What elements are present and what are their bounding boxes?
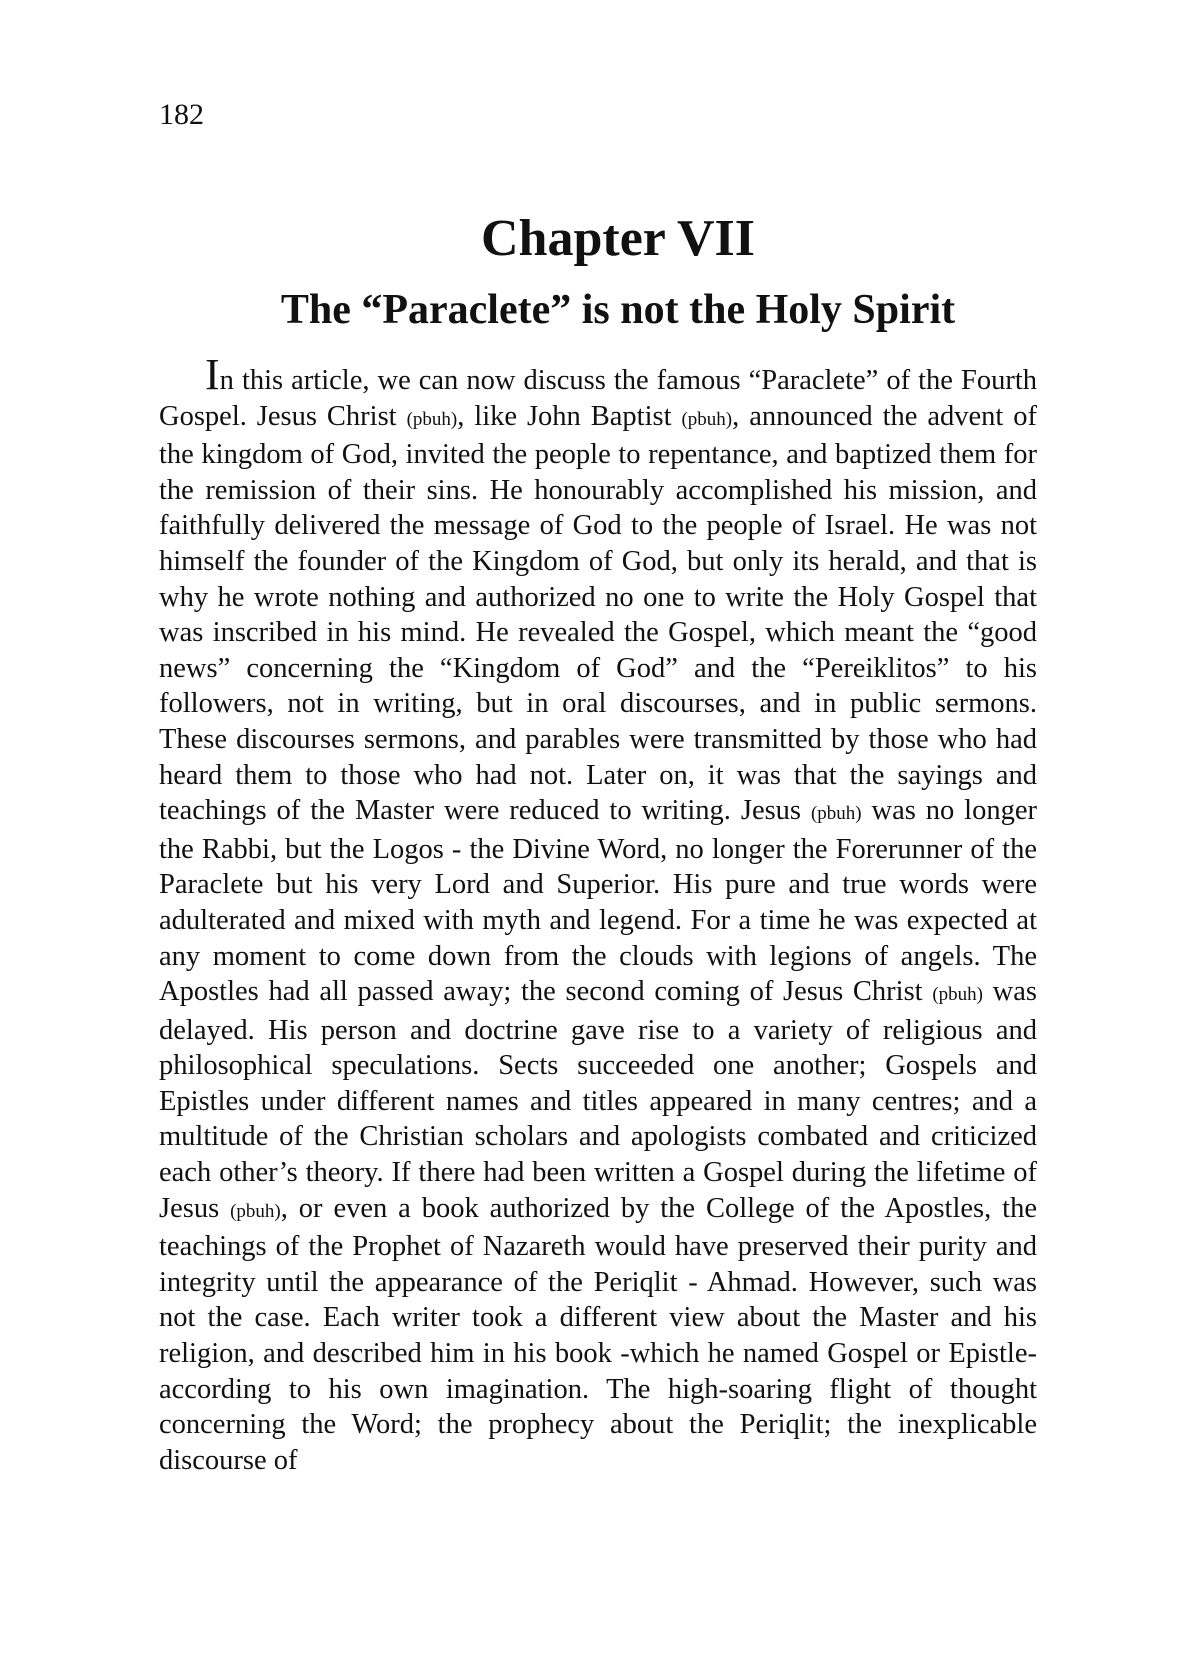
honorific: (pbuh) [406,408,458,430]
text-segment: n this article, we can now discuss the famous “Paraclete” of the Fourth Gospel. Jesus Christ [159,365,1037,432]
text-segment: , like John Baptist [457,400,682,432]
text-segment: was no longer the Rabbi, but the Logos - the Divine Word, no longer the Forerunner of the Paraclete but his very Lord and Superior. His pure and true words were adulterated and mixed with myth and legend. For a time he was expected at any moment to come down from the clouds with legions of angels. The Apostles had all passed away; the second coming of Jesus Christ [159,795,1037,1008]
page-number: 182 [159,98,204,131]
text-segment: , or even a book authorized by the College of the Apostles, the teachings of the Prophet of Nazareth would have preserved their purity and integrity until the appearance of the Periqlit - Ahmad. However, such was not the case. Each writer took a different view about the Master and his religion, and described him in his book -which he named Gospel or Epistle- according to his own imagination. The high-soaring flight of thought concerning the Word; the prophecy about the Periqlit; the inexplicable discourse of [159,1192,1037,1476]
text-segment: was delayed. His person and doctrine gave rise to a variety of religious and philosophical speculations. Sects succeeded one another; Gospels and Epistles under different names and titles appeared in many centres; and a multitude of the Christian scholars and apologists combated and criticized each other’s theory. If there had been written a Gospel during the lifetime of Jesus [159,976,1038,1224]
text-segment: , announced the advent of the kingdom of God, invited the people to repentance, and baptized them for the remission of their sins. He honourably accomplished his mission, and faithfully delivered the message of God to the people of Israel. He was not himself the founder of the Kingdom of God, but only its herald, and that is why he wrote nothing and authorized no one to write the Holy Gospel that was inscribed in his mind. He revealed the Gospel, which meant the “good news” concerning the “Kingdom of God” and the “Pereiklitos” to his followers, not in writing, but in oral discourses, and in public sermons. These discourses sermons, and parables were transmitted by those who had heard them to those who had not. Later on, it was that the sayings and teachings of the Master were reduced to writing. Jesus [159,400,1038,827]
honorific: (pbuh) [681,408,733,430]
honorific: (pbuh) [810,803,862,825]
body-paragraph [159,350,1038,1478]
honorific: (pbuh) [230,1200,281,1222]
chapter-subtitle: The “Paraclete” is not the Holy Spirit [280,287,956,333]
honorific: (pbuh) [932,984,983,1006]
chapter-title: Chapter VII [480,210,755,267]
drop-cap: I [205,350,220,399]
